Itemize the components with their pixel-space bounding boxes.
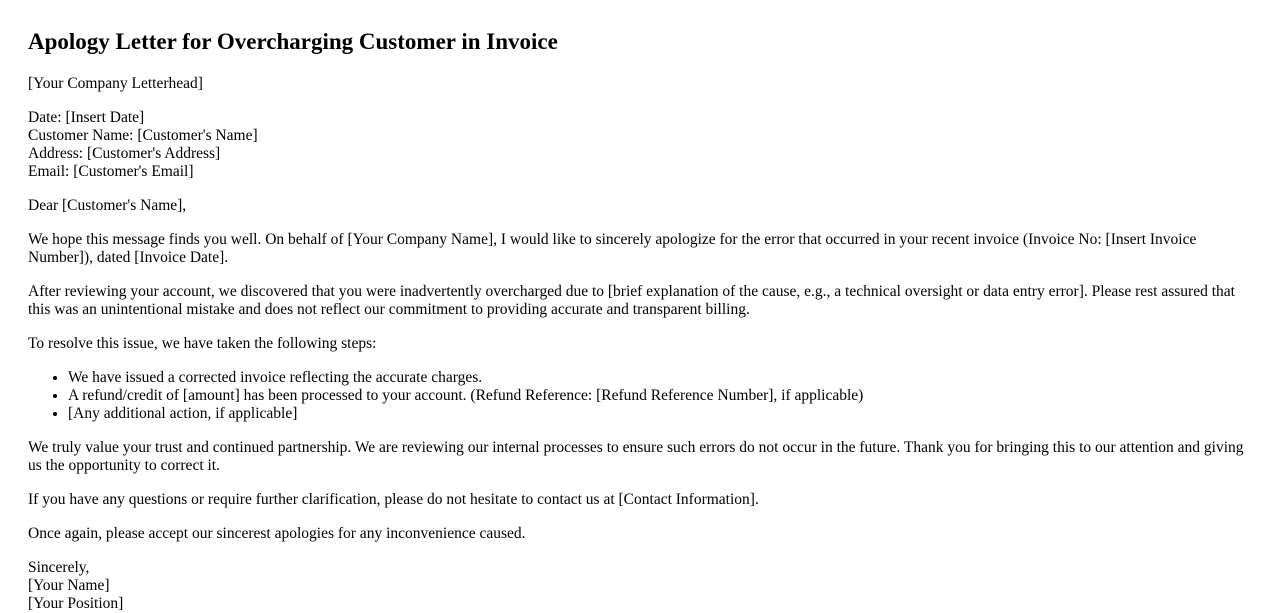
closing-block <box>28 559 1250 613</box>
paragraph-contact: If you have any questions or require further clarification, please do not hesitate to contact us at [Contact Information]. <box>28 491 759 508</box>
list-item: • A refund/credit of [amount] has been processed to your account. (Refund Reference: [Refund Reference Number], if applicable) <box>68 387 1250 405</box>
paragraph-apology: We hope this message finds you well. On behalf of [Your Company Name], I would like to sincerely apologize for the error that occurred in your recent invoice (Invoice No: [Insert Invoice Number]), dated [Invoice Date]. <box>28 231 1197 266</box>
list-item: • [Any additional action, if applicable] <box>68 405 1250 423</box>
paragraph-explanation: After reviewing your account, we discovered that you were inadvertently overcharged due to [brief explanation of the cause, e.g., a technical oversight or data entry error]. Please rest assured that this was an unintentional mistake and does not reflect our commitment to providing accurate and transparent billing. <box>28 283 1235 318</box>
steps-list <box>28 369 1250 423</box>
letterhead: [Your Company Letterhead] <box>28 75 203 92</box>
paragraph-final-apology: Once again, please accept our sincerest apologies for any inconvenience caused. <box>28 525 526 542</box>
address-line: Address: [Customer's Address] <box>28 145 221 162</box>
email-line: Email: [Customer's Email] <box>28 163 194 180</box>
customer-name-line: Customer Name: [Customer's Name] <box>28 127 258 144</box>
closing-sincerely: Sincerely, <box>28 559 90 576</box>
date-line: Date: [Insert Date] <box>28 109 145 126</box>
paragraph-value: We truly value your trust and continued partnership. We are reviewing our internal processes to ensure such errors do not occur in the future. Thank you for bringing this to our attention and giving us the opportunity to correct it. <box>28 439 1244 474</box>
salutation: Dear [Customer's Name], <box>28 197 187 214</box>
list-item: • We have issued a corrected invoice reflecting the accurate charges. <box>68 369 1250 387</box>
document-title: Apology Letter for Overcharging Customer in Invoice <box>28 29 558 54</box>
steps-intro: To resolve this issue, we have taken the following steps: <box>28 335 377 352</box>
closing-position: [Your Position] <box>28 595 124 612</box>
closing-name: [Your Name] <box>28 577 110 594</box>
letter-header-block <box>28 109 1250 181</box>
